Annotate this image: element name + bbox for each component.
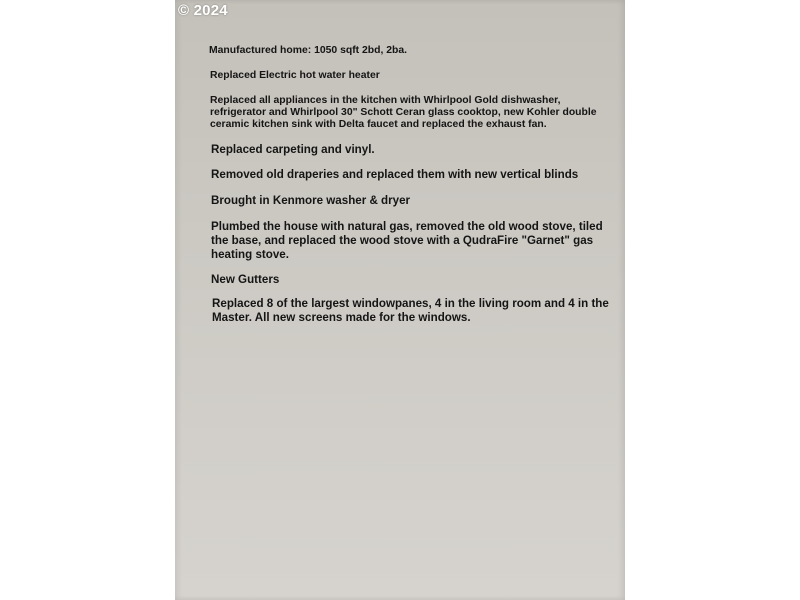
- list-item: New Gutters: [211, 273, 280, 286]
- list-item-line: Replaced 8 of the largest windowpanes, 4 in the living room and 4 in the: [212, 297, 609, 310]
- list-item-line: refrigerator and Whirlpool 30" Schott Ceran glass cooktop, new Kohler double: [210, 107, 597, 118]
- list-item: Removed old draperies and replaced them with new vertical blinds: [211, 168, 579, 181]
- list-item: Replaced Electric hot water heater: [210, 70, 380, 81]
- copyright-watermark: © 2024: [178, 2, 228, 19]
- list-item-line: ceramic kitchen sink with Delta faucet and replaced the exhaust fan.: [210, 119, 547, 130]
- list-item: Replaced carpeting and vinyl.: [211, 143, 375, 156]
- list-item: Brought in Kenmore washer & dryer: [211, 194, 411, 207]
- list-item-line: heating stove.: [211, 248, 289, 261]
- list-item-line: the base, and replaced the wood stove with a QudraFire "Garnet" gas: [211, 234, 594, 247]
- list-item-line: Replaced all appliances in the kitchen with Whirlpool Gold dishwasher,: [210, 95, 561, 106]
- list-item-line: Master. All new screens made for the windows.: [212, 311, 471, 324]
- list-item-line: Plumbed the house with natural gas, removed the old wood stove, tiled: [211, 220, 603, 233]
- document-heading: Manufactured home: 1050 sqft 2bd, 2ba.: [209, 45, 408, 56]
